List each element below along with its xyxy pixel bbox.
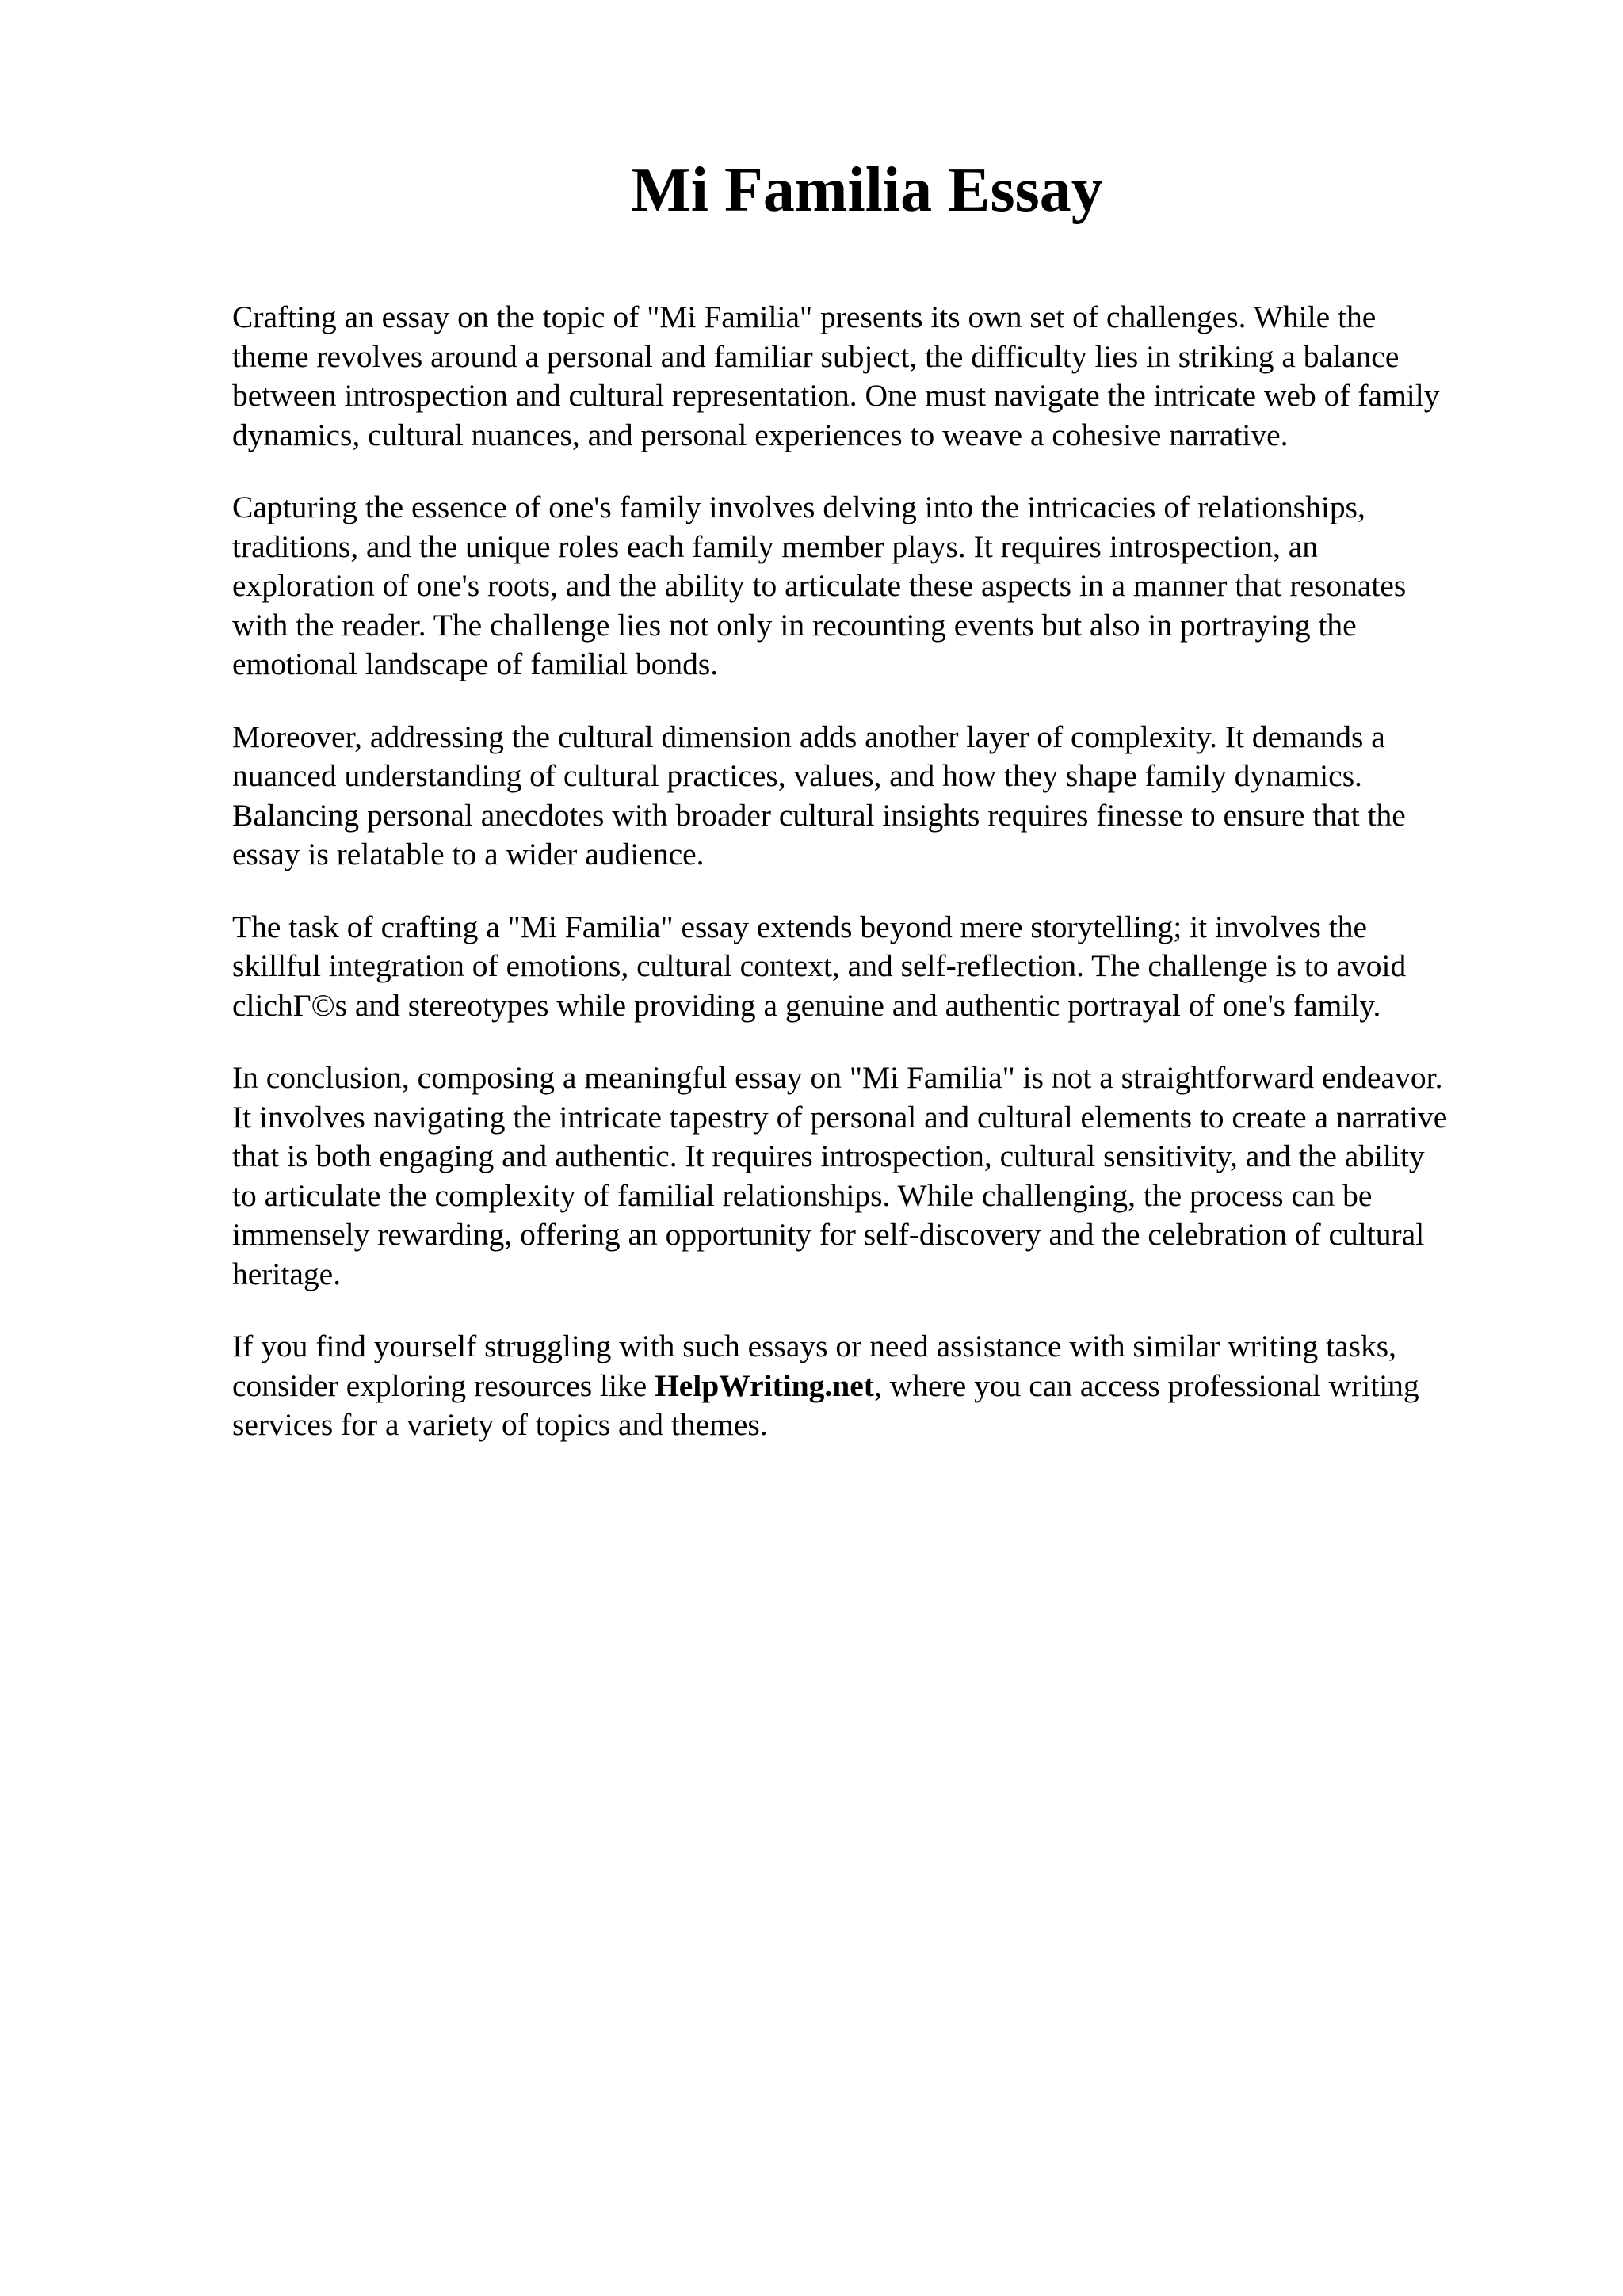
paragraph-line: skillful integration of emotions, cultural context, and self-reflection. The challenge is to avoid (232, 948, 1407, 983)
paragraph-1 (232, 298, 1516, 455)
closing-text-after-link: , where you can access professional writing (873, 1367, 1419, 1403)
paragraph-line: exploration of one's roots, and the ability to articulate these aspects in a manner that resonates (232, 568, 1407, 603)
closing-paragraph (232, 1327, 1516, 1445)
paragraph-line: traditions, and the unique roles each family member plays. It requires introspection, an (232, 528, 1319, 564)
paragraph-5 (232, 1058, 1516, 1294)
paragraph-line: emotional landscape of familial bonds. (232, 646, 719, 681)
paragraph-line: If you find yourself struggling with such essays or need assistance with similar writing tasks, (232, 1329, 1396, 1363)
paragraph-line: that is both engaging and authentic. It requires introspection, cultural sensitivity, and the ability (232, 1138, 1425, 1173)
paragraph-line: nuanced understanding of cultural practices, values, and how they shape family dynamics. (232, 758, 1362, 793)
closing-text-before-link: consider exploring resources like (232, 1367, 655, 1403)
paragraph-2 (232, 488, 1516, 685)
paragraph-line: It involves navigating the intricate tapestry of personal and cultural elements to create a narrative (232, 1099, 1448, 1135)
paragraph-line (232, 1367, 1516, 1406)
essay-title: Mi Familia Essay (631, 155, 1103, 225)
paragraph-line: Balancing personal anecdotes with broader cultural insights requires finesse to ensure that the (232, 797, 1406, 833)
paragraph-4 (232, 908, 1516, 1026)
paragraph-line: heritage. (232, 1256, 342, 1291)
paragraph-line: In conclusion, composing a meaningful essay on "Mi Familia" is not a straightforward endeavor. (232, 1060, 1443, 1095)
helpwriting-link[interactable]: HelpWriting.net (655, 1367, 874, 1403)
paragraph-line: essay is relatable to a wider audience. (232, 837, 705, 871)
paragraph-line: to articulate the complexity of familial relationships. While challenging, the process can be (232, 1177, 1373, 1213)
paragraph-line: Crafting an essay on the topic of "Mi Familia" presents its own set of challenges. While the (232, 299, 1377, 334)
paragraph-line: between introspection and cultural representation. One must navigate the intricate web of family (232, 378, 1440, 413)
paragraph-line: Moreover, addressing the cultural dimension adds another layer of complexity. It demands a (232, 719, 1385, 754)
paragraph-line: theme revolves around a personal and familiar subject, the difficulty lies in striking a balance (232, 338, 1400, 374)
paragraph-line: Capturing the essence of one's family involves delving into the intricacies of relationships, (232, 490, 1365, 524)
paragraph-line: dynamics, cultural nuances, and personal experiences to weave a cohesive narrative. (232, 417, 1289, 452)
paragraph-line: clichГ©s and stereotypes while providing a genuine and authentic portrayal of one's family. (232, 987, 1381, 1023)
paragraph-3 (232, 718, 1516, 875)
paragraph-line: immensely rewarding, offering an opportunity for self-discovery and the celebration of cultural (232, 1217, 1425, 1252)
paragraph-line: The task of crafting a "Mi Familia" essay extends beyond mere storytelling; it involves the (232, 909, 1367, 944)
paragraph-line: with the reader. The challenge lies not only in recounting events but also in portraying the (232, 607, 1357, 643)
paragraph-line: services for a variety of topics and themes. (232, 1407, 768, 1442)
essay-body (232, 298, 1516, 1478)
